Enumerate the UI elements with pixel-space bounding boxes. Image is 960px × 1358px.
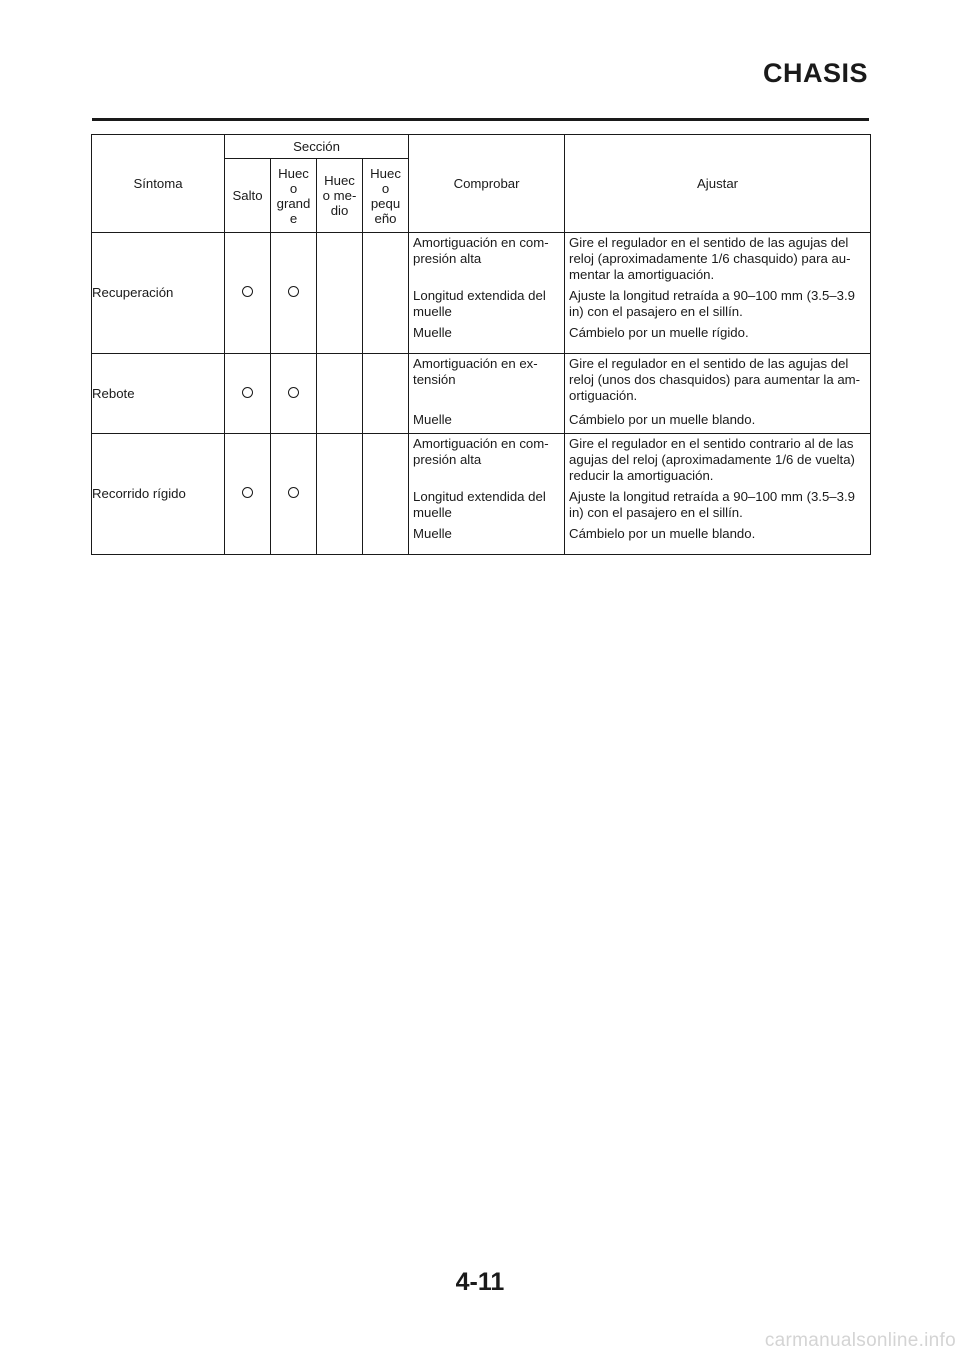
circle-mark-icon [288, 286, 299, 297]
watermark: carmanualsonline.info [764, 1330, 956, 1351]
medium-hole-mark [317, 233, 363, 354]
page-title: CHASIS [762, 58, 868, 88]
adjust-cell: Gire el regulador en el sentido de las agujas del reloj (aproximadamente 1/6 chasquido) para au- mentar la amortiguación. Ajuste la longitud retraída a 90–100 mm (3.5–3.9 in) con el pasajero en el sillín. Cámbielo por un muelle rígido. [565, 233, 871, 354]
symptom-cell: Recuperación [92, 233, 225, 354]
symptom-cell: Recorrido rígido [92, 434, 225, 555]
circle-mark-icon [242, 286, 253, 297]
circle-mark-icon [288, 487, 299, 498]
circle-mark-icon [242, 387, 253, 398]
large-hole-mark [271, 434, 317, 555]
table-row [92, 354, 871, 434]
adjust-header: Ajustar [565, 135, 871, 233]
small-hole-mark [363, 233, 409, 354]
medium-hole-mark [317, 354, 363, 434]
circle-mark-icon [288, 387, 299, 398]
symptom-cell: Rebote [92, 354, 225, 434]
table-row [92, 233, 871, 354]
small-hole-mark [363, 434, 409, 555]
small-hole-header: Huec o pequ eño [363, 159, 409, 233]
table-row [92, 434, 871, 555]
medium-hole-header: Huec o me- dio [317, 159, 363, 233]
jump-mark [225, 233, 271, 354]
jump-mark [225, 354, 271, 434]
medium-hole-mark [317, 434, 363, 555]
large-hole-mark [271, 354, 317, 434]
check-cell: Amortiguación en ex- tensión Muelle [409, 354, 565, 434]
large-hole-mark [271, 233, 317, 354]
check-header: Comprobar [409, 135, 565, 233]
jump-header: Salto [225, 159, 271, 233]
page-number: 4-11 [455, 1268, 505, 1296]
large-hole-header: Huec o grand e [271, 159, 317, 233]
header-divider [92, 118, 869, 121]
symptom-header: Síntoma [92, 135, 225, 233]
check-cell: Amortiguación en com- presión alta Longitud extendida del muelle Muelle [409, 434, 565, 555]
suspension-adjustment-table [91, 134, 871, 555]
check-cell: Amortiguación en com- presión alta Longitud extendida del muelle Muelle [409, 233, 565, 354]
adjust-cell: Gire el regulador en el sentido contrario al de las agujas del reloj (aproximadamente 1/6 de vuelta) reducir la amortiguación. Ajuste la longitud retraída a 90–100 mm (3.5–3.9 in) con el pasajero en el sillín. Cámbielo por un muelle blando. [565, 434, 871, 555]
small-hole-mark [363, 354, 409, 434]
section-header: Sección [225, 135, 409, 159]
jump-mark [225, 434, 271, 555]
adjust-cell: Gire el regulador en el sentido de las agujas del reloj (unos dos chasquidos) para aumentar la am- ortiguación. Cámbielo por un muelle blando. [565, 354, 871, 434]
circle-mark-icon [242, 487, 253, 498]
